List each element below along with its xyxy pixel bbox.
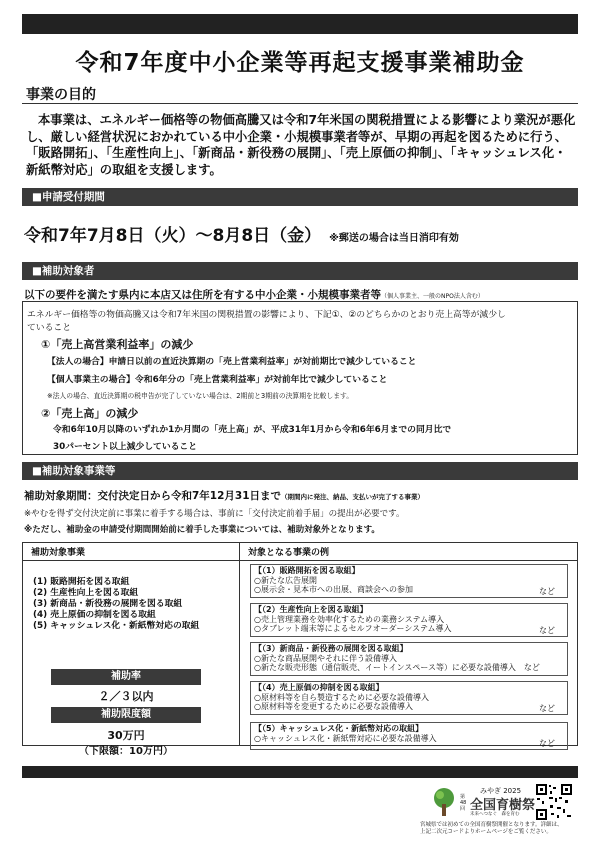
projects-note-1: ※やむを得ず交付決定前に事業に着手する場合は、事前に「交付決定前着手届」の提出が必要です。 [24, 509, 405, 519]
target-lead-note: （個人事業主、一般のNPO法人含む） [381, 293, 484, 300]
target-lead-text: 以下の要件を満たす県内に本店又は住所を有する中小企業・小規模事業者等 [24, 289, 381, 301]
example-box-5 [250, 722, 568, 750]
projects-period [24, 488, 424, 503]
example-title: 【（1）販路開拓を図る取組】 [254, 566, 360, 575]
example-title: 【（5）キャッシュレス化・新紙幣対応の取組】 [254, 724, 424, 733]
example-etc: など [539, 738, 555, 748]
project-item: (5) キャッシュレス化・新紙幣対応の取組 [33, 621, 200, 631]
footer-line: 上記二次元コードよりホームページをご覧ください。 [420, 829, 552, 835]
example-line: ○新たな販売形態（通信販売、イートインスペース等）に必要な設備導入 など [254, 663, 540, 672]
example-etc: など [539, 703, 555, 713]
period [24, 221, 459, 246]
projects-period-note: （期間内に発注、納品、支払いが完了する事業） [281, 493, 425, 501]
bottom-bar [22, 766, 578, 778]
projects-table [22, 542, 578, 757]
logo-sub-text: 第48回 [460, 794, 467, 812]
section-projects: ■補助対象事業等 [22, 462, 578, 480]
example-title: 【（2）生産性向上を図る取組】 [254, 605, 368, 614]
col-header-examples: 対象となる事業の例 [240, 543, 578, 561]
limit-min: （下限額：10万円） [79, 746, 173, 757]
projects-left-cell [23, 561, 240, 757]
example-box-3 [250, 642, 568, 676]
limit-label: 補助限度額 [51, 707, 201, 723]
period-dates: 令和7年7月8日（火）～8月8日（金） [24, 226, 322, 246]
example-line: ○展示会・見本市への出展、商談会への参加 [254, 585, 413, 594]
projects-right-cell [240, 561, 578, 746]
ikujusai-logo [430, 786, 536, 822]
logo-top-text: みやぎ 2025 [480, 787, 522, 795]
example-box-4 [250, 681, 568, 715]
page-title: 令和7年度中小企業等再起支援事業補助金 [75, 50, 525, 76]
example-line: ○タブレット端末等によるセルフオーダーシステム導入 [254, 624, 452, 633]
example-box-1 [250, 564, 568, 598]
tree-logo-icon [430, 786, 458, 818]
example-line: ○新たな商品展開やそれに伴う設備導入 [254, 653, 397, 663]
rate-label: 補助率 [51, 669, 201, 685]
req-line1: エネルギー価格等の物価高騰又は令和7年米国の関税措置の影響により、下記①、②のどちらかのとおり売上高等が減少し [27, 310, 506, 320]
req-condition-2a: 令和6年10月以降のいずれか1か月間の「売上高」が、平成31年1月から令和6年6月までの同月比で [53, 425, 452, 435]
footer-text [420, 822, 563, 836]
footer-line: 宮城県では初めての全国育樹祭開催となります。詳細は、 [420, 822, 563, 828]
purpose-body: 本事業は、エネルギー価格等の物価高騰又は令和7年米国の関税措置による影響により業況が悪化し、厳しい経営状況におかれている中小企業・小規模事業者等が、早期の再起を図るために行う、「販路開拓」、「生産性向上」、「新商品・新役務の展開」、「売上原価の抑制」、「キャッシュレス化・新紙幣対応」の取組を支援します。 [26, 113, 576, 177]
col-header-projects: 補助対象事業 [23, 543, 240, 561]
req-condition-1a: 【法人の場合】申請日以前の直近決算期の「売上営業利益率」が対前期比で減少していること [47, 357, 417, 367]
rate-value: ２／３以内 [98, 690, 154, 703]
example-line: ○原材料等を自ら製造するために必要な設備導入 [254, 692, 429, 702]
logo-side-text: 未来へつなぐ 森を育む [470, 812, 520, 817]
example-etc: など [539, 586, 555, 596]
target-requirements-box [22, 301, 578, 455]
purpose-heading: 事業の目的 [26, 87, 96, 103]
example-title: 【（4）売上原価の抑制を図る取組】 [254, 683, 384, 692]
example-line: ○新たな広告展開 [254, 575, 317, 585]
projects-note-2: ※ただし、補助金の申請受付期間開始前に着手した事業については、補助対象外となります。 [24, 525, 380, 535]
req-condition-1-note: ※法人の場合、直近決算期の税申告が完了していない場合は、2期前と3期前の決算期を比較します。 [47, 392, 354, 400]
target-lead [24, 287, 484, 302]
example-box-2 [250, 603, 568, 637]
project-item: (3) 新商品・新役務の展開を図る取組 [33, 599, 183, 609]
example-title: 【（3）新商品・新役務の展開を図る取組】 [254, 644, 408, 653]
purpose-divider [22, 103, 578, 104]
example-line: ○キャッシュレス化・新紙幣対応に必要な設備導入 [254, 733, 437, 743]
project-item: (2) 生産性向上を図る取組 [33, 588, 139, 598]
req-condition-2b: 30パーセント以上減少していること [53, 442, 198, 452]
projects-period-text: 補助対象期間：交付決定日から令和7年12月31日まで [24, 490, 282, 502]
example-etc: など [539, 625, 555, 635]
period-note: ※郵送の場合は当日消印有効 [329, 233, 459, 244]
project-item: (4) 売上原価の抑制を図る取組 [33, 610, 156, 620]
req-condition-1b: 【個人事業主の場合】令和6年分の「売上営業利益率」が対前年比で減少していること [47, 375, 388, 385]
example-line: ○原材料等を変更するために必要な設備導入 [254, 702, 413, 711]
projects-list [33, 577, 199, 632]
example-line: ○売上管理業務を効率化するための業務システム導入 [254, 614, 445, 624]
top-bar [22, 14, 578, 34]
project-item: (1) 販路開拓を図る取組 [33, 577, 130, 587]
limit-value: 30万円 [107, 729, 145, 742]
req-condition-2: ②「売上高」の減少 [41, 407, 139, 420]
logo-main-text: 全国育樹祭 [470, 798, 536, 813]
req-line2: ていること [27, 323, 71, 333]
req-condition-1: ①「売上高営業利益率」の減少 [41, 338, 194, 351]
qr-code-icon[interactable] [535, 783, 573, 821]
section-period: ■申請受付期間 [22, 188, 578, 206]
section-target: ■補助対象者 [22, 262, 578, 280]
